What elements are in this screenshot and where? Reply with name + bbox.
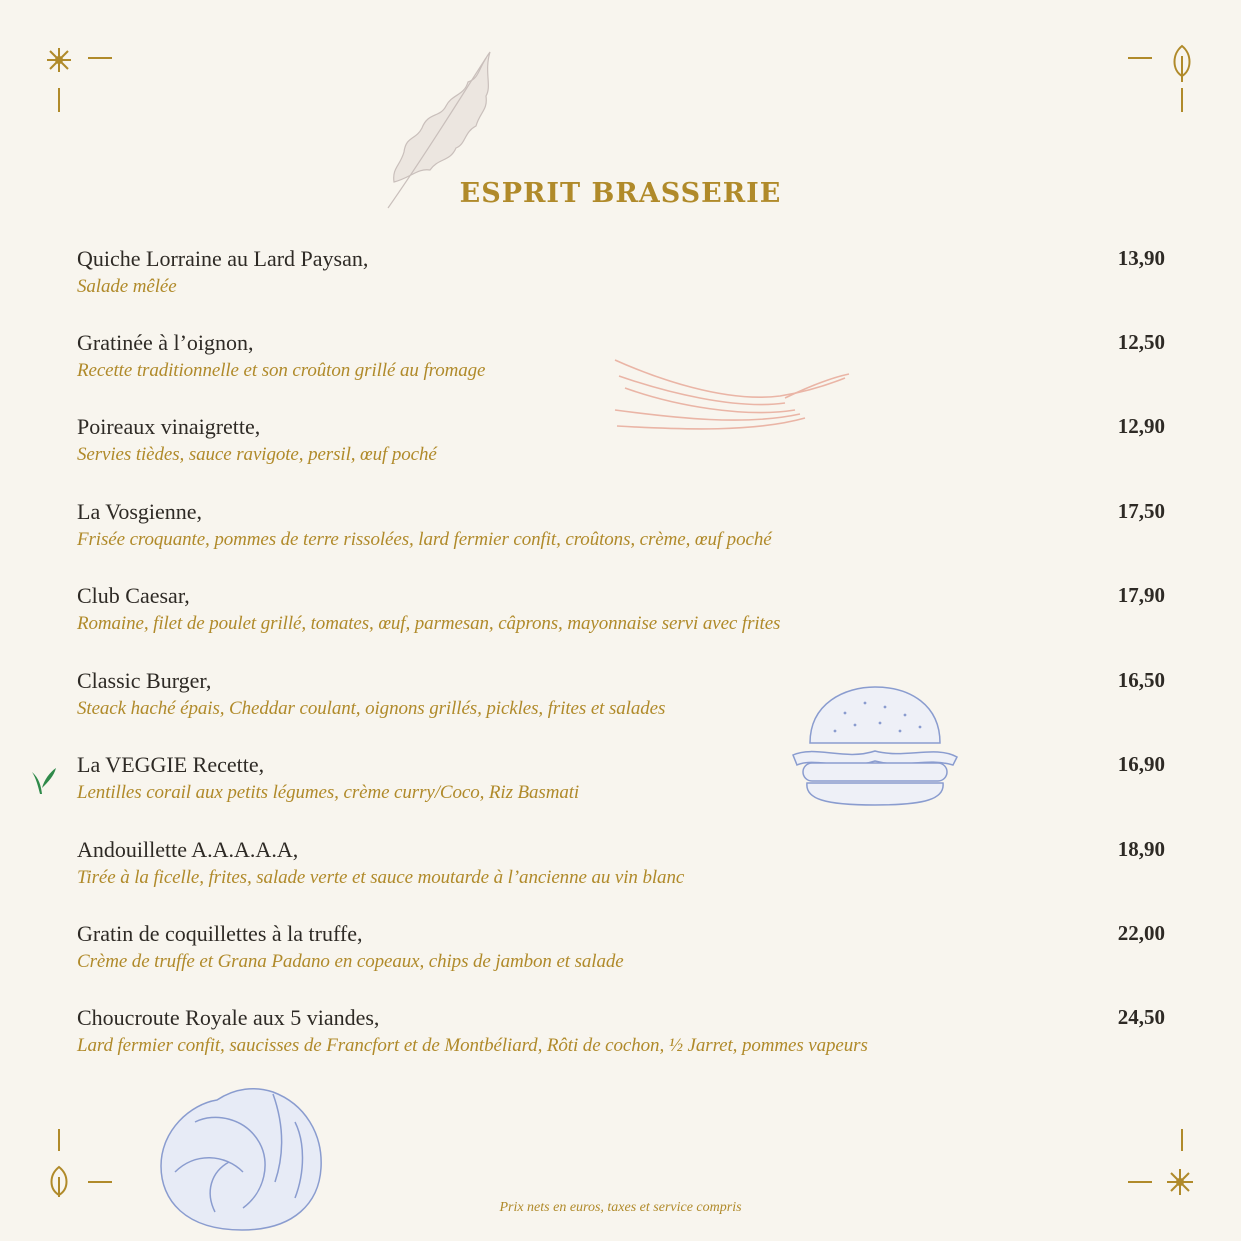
- item-name: La Vosgienne,: [77, 499, 203, 524]
- menu-item: [77, 752, 1167, 822]
- item-name: Classic Burger,: [77, 668, 212, 693]
- footer-note: Prix nets en euros, taxes et service compris: [499, 1200, 742, 1215]
- item-description: Servies tièdes, sauce ravigote, persil, œuf poché: [77, 444, 437, 465]
- menu-item: [77, 1005, 1167, 1075]
- menu-item: [77, 499, 1167, 569]
- snowflake-icon: [47, 48, 71, 72]
- item-price: 24,50: [1117, 1005, 1165, 1029]
- leaf-icon: [1175, 46, 1190, 82]
- corner-ornament-top-right: [1120, 40, 1200, 115]
- item-description: Lard fermier confit, saucisses de Francfort et de Montbéliard, Rôti de cochon, ½ Jarret, pommes vapeurs: [77, 1035, 868, 1056]
- item-description: Romaine, filet de poulet grillé, tomates, œuf, parmesan, câprons, mayonnaise servi avec frites: [77, 613, 781, 634]
- item-price: 16,50: [1117, 668, 1165, 692]
- corner-ornament-bottom-right: [1120, 1125, 1200, 1200]
- item-price: 22,00: [1117, 921, 1165, 945]
- corner-ornament-top-left: [40, 40, 120, 115]
- item-name: Quiche Lorraine au Lard Paysan,: [77, 246, 369, 271]
- item-price: 16,90: [1117, 752, 1165, 776]
- item-name: Gratin de coquillettes à la truffe,: [77, 921, 363, 946]
- corner-ornament-bottom-left: [40, 1125, 120, 1200]
- item-name: Choucroute Royale aux 5 viandes,: [77, 1005, 380, 1030]
- leaf-icon: [52, 1167, 67, 1197]
- menu-item: [77, 246, 1167, 316]
- item-description: Lentilles corail aux petits légumes, crème curry/Coco, Riz Basmati: [77, 782, 580, 803]
- menu-item: [77, 583, 1167, 653]
- menu-item: [77, 330, 1167, 400]
- menu-item: [77, 668, 1167, 738]
- snowflake-icon: [1167, 1169, 1193, 1195]
- item-description: Steack haché épais, Cheddar coulant, oignons grillés, pickles, frites et salades: [77, 698, 666, 719]
- item-description: Recette traditionnelle et son croûton grillé au fromage: [77, 360, 486, 381]
- item-price: 17,90: [1117, 583, 1165, 607]
- item-name: Andouillette A.A.A.A.A,: [77, 837, 299, 862]
- item-name: Poireaux vinaigrette,: [77, 414, 261, 439]
- section-title: ESPRIT BRASSERIE: [459, 178, 782, 209]
- item-name: Gratinée à l’oignon,: [77, 330, 254, 355]
- item-price: 17,50: [1117, 499, 1165, 523]
- item-name: Club Caesar,: [77, 583, 190, 608]
- menu-item: [77, 414, 1167, 484]
- item-price: 13,90: [1117, 246, 1165, 270]
- sprout-icon: [28, 764, 58, 796]
- item-price: 18,90: [1117, 837, 1165, 861]
- item-price: 12,90: [1117, 414, 1165, 438]
- item-description: Frisée croquante, pommes de terre rissolées, lard fermier confit, croûtons, crème, œuf poché: [77, 529, 772, 550]
- item-description: Crème de truffe et Grana Padano en copeaux, chips de jambon et salade: [77, 951, 624, 972]
- menu-item: [77, 921, 1167, 991]
- item-description: Tirée à la ficelle, frites, salade verte et sauce moutarde à l’ancienne au vin blanc: [77, 867, 685, 888]
- menu-item: [77, 837, 1167, 907]
- item-description: Salade mêlée: [77, 276, 177, 297]
- item-name: La VEGGIE Recette,: [77, 752, 265, 777]
- item-price: 12,50: [1117, 330, 1165, 354]
